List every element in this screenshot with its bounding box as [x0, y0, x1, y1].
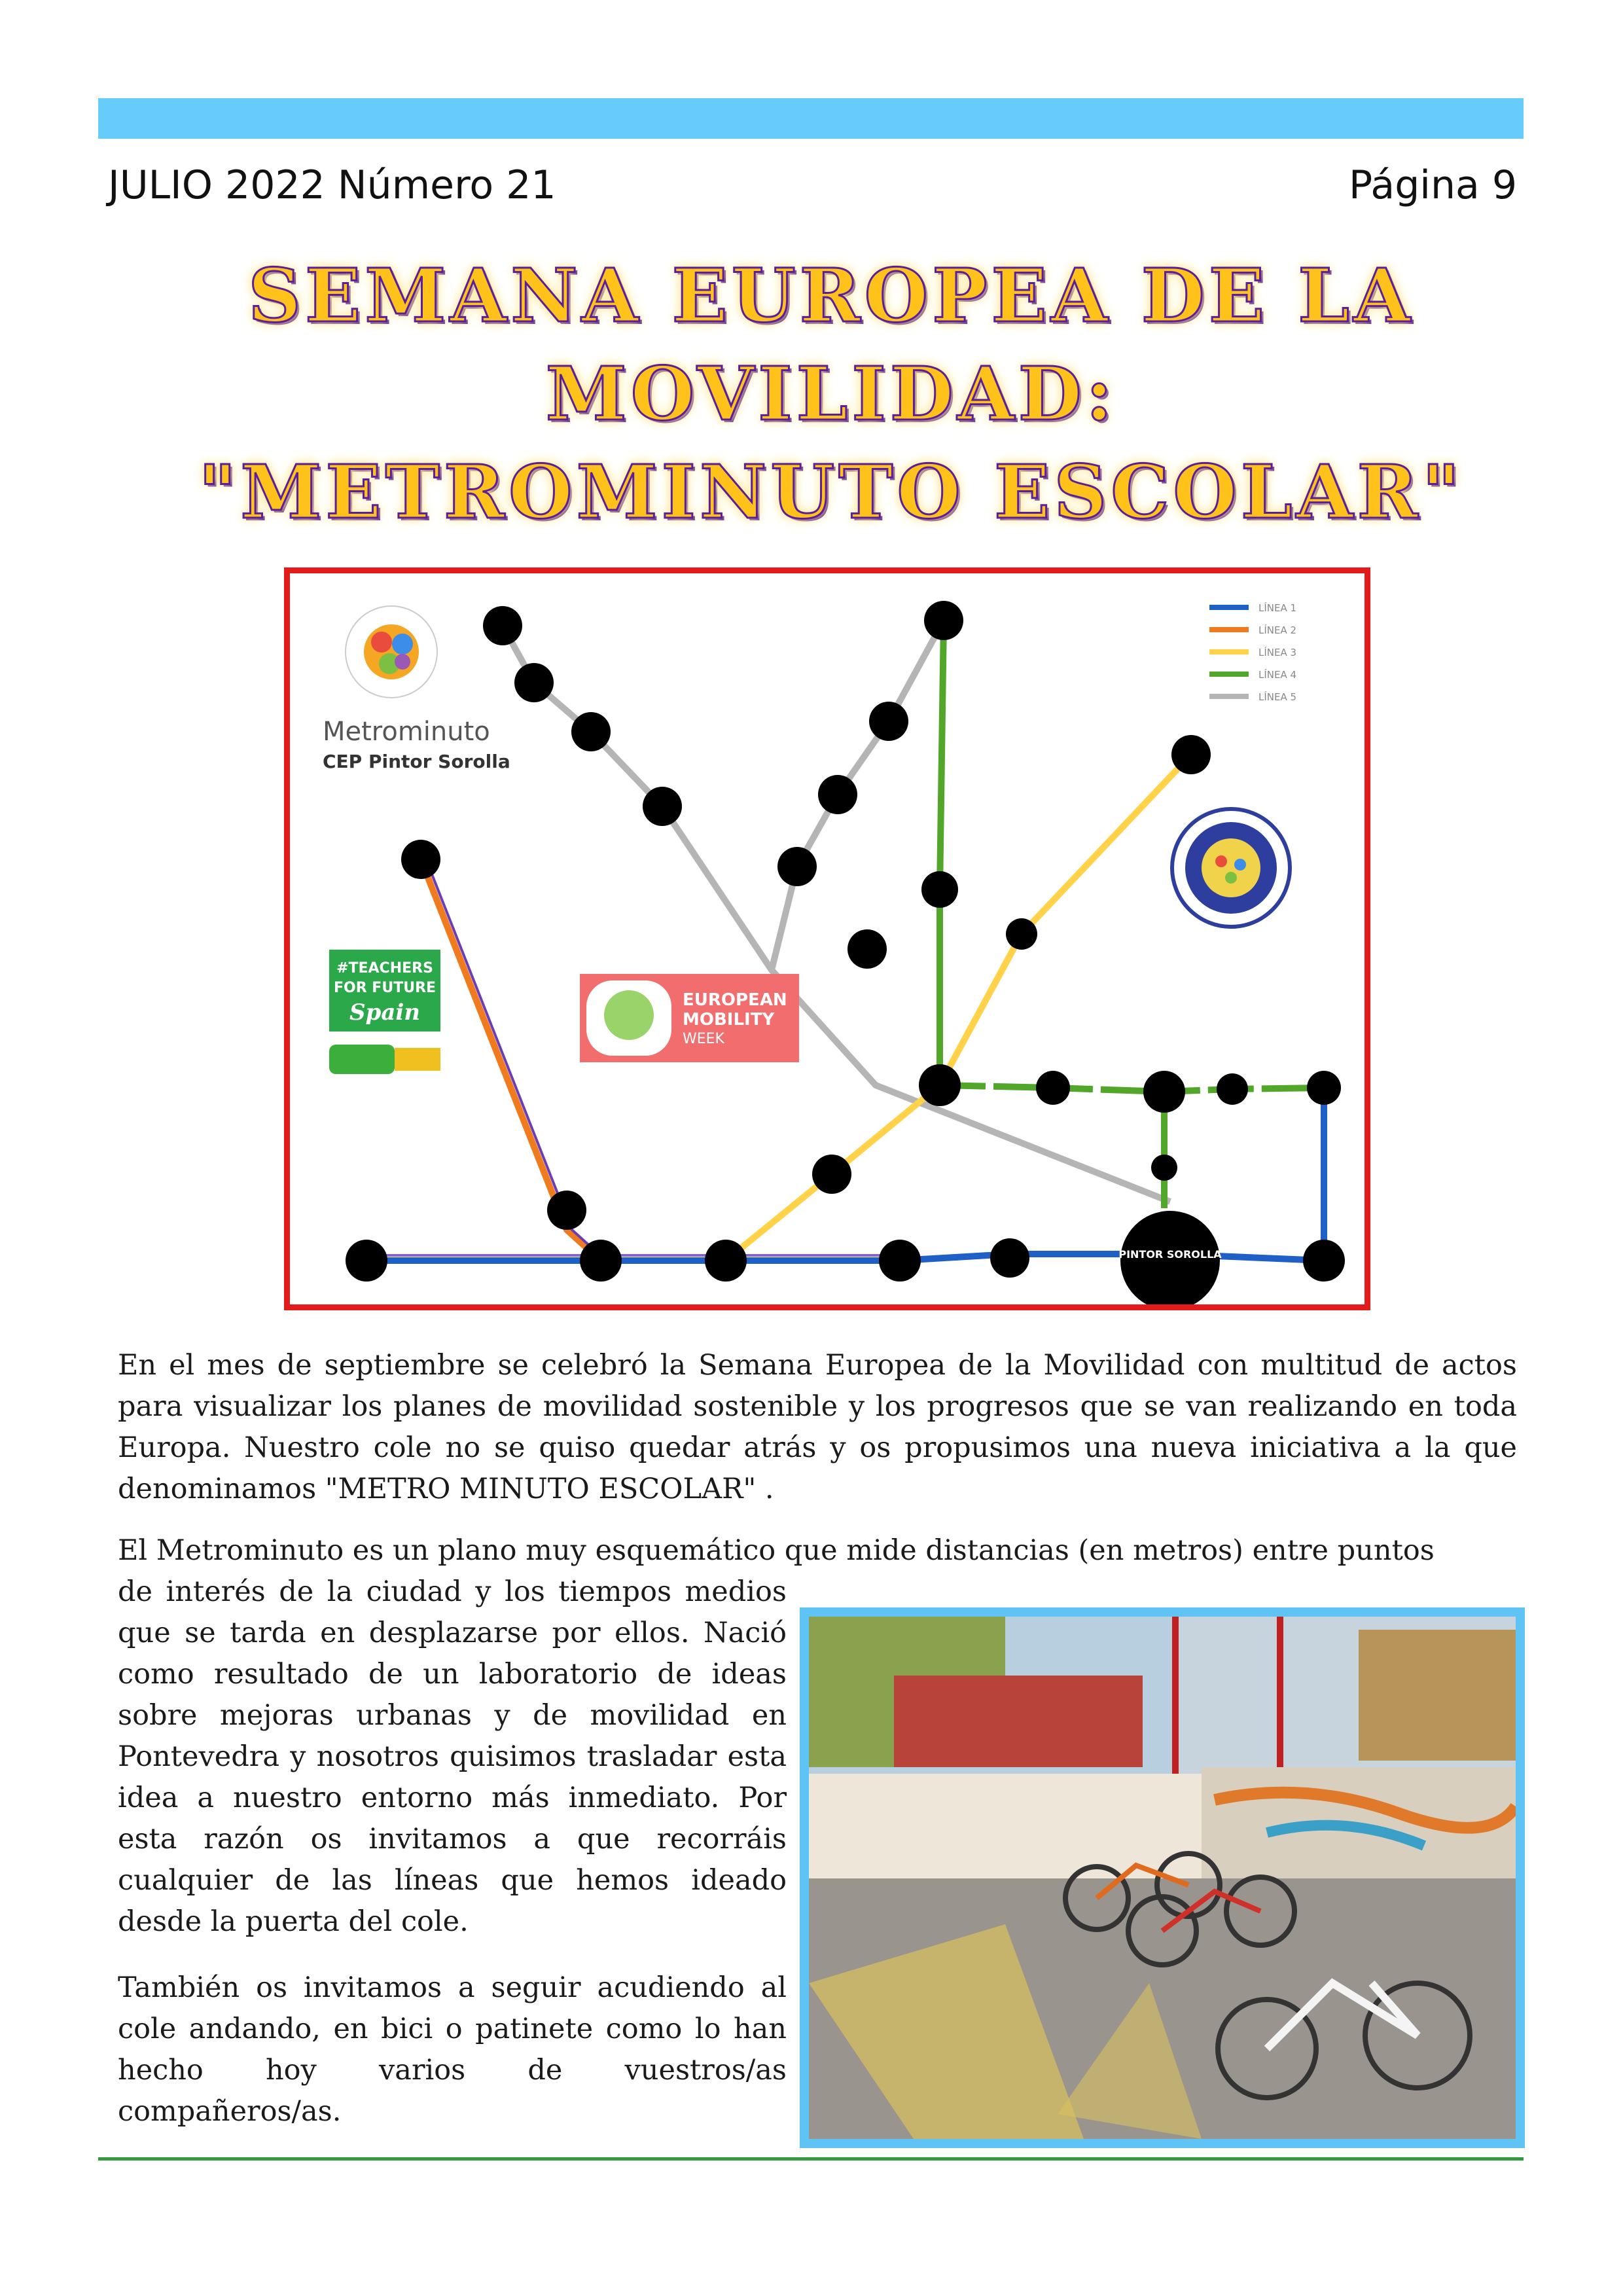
metrominuto-paragraph: de interés de la ciudad y los tiempos medios que se tarda en desplazarse por ellos. Nació como resultado de un laboratorio de ideas sobre mejoras urbanas y de movilidad en Pontevedra y nosotros quisimos trasladar esta idea a nuestro entorno más inmediato. Por esta razón os invitamos a que recorráis cualquier de las líneas que hemos ideado desde la puerta del cole.	[118, 1575, 787, 1938]
stations	[346, 601, 1345, 1282]
line-4-east	[940, 1085, 1324, 1092]
page-number: Página 9	[1348, 162, 1517, 208]
badge-line-1: #TEACHERS	[336, 960, 433, 977]
legend-line-2: LÍNEA 2	[1258, 624, 1297, 636]
badge-line-3: Spain	[349, 999, 420, 1026]
header-bar	[98, 98, 1524, 139]
metro-map-diagram	[290, 573, 1364, 1304]
invitation-paragraph: También os invitamos a seguir acudiendo al cole andando, en bici o patinete como lo han hecho hoy varios de vuestros/as compañeros/as.	[118, 1971, 787, 2128]
footer-rule	[98, 2157, 1524, 2161]
legend-line-1: LÍNEA 1	[1258, 602, 1297, 614]
mobility-line-3: WEEK	[683, 1031, 724, 1047]
title-line-3: "METROMINUTO ESCOLAR"	[198, 450, 1465, 535]
title-line-2: MOVILIDAD:	[545, 351, 1117, 437]
legend-line-3: LÍNEA 3	[1258, 647, 1297, 658]
metrominuto-map	[284, 567, 1370, 1310]
school-badge	[1172, 809, 1290, 927]
article-title	[196, 247, 1466, 542]
legend-line-4: LÍNEA 4	[1258, 669, 1297, 681]
map-brand: Metrominuto	[323, 717, 490, 747]
badge-line-2: FOR FUTURE	[333, 980, 437, 996]
map-school: CEP Pintor Sorolla	[323, 751, 510, 772]
map-legend	[1209, 601, 1296, 703]
bicycle-parking-image	[809, 1617, 1516, 2139]
school-logo	[346, 606, 437, 698]
mobility-line-2: MOBILITY	[683, 1010, 775, 1030]
teachers-for-future-badge	[329, 950, 440, 1074]
title-line-1: SEMANA EUROPEA DE LA	[248, 253, 1414, 339]
metrominuto-paragraph-first-line: El Metrominuto es un plano muy esquemático que mide distancias (en metros) entre puntos	[118, 1534, 1435, 1567]
intro-paragraph: En el mes de septiembre se celebró la Semana Europea de la Movilidad con multitud de actos para visualizar los planes de movilidad sostenible y los progresos que se van realizando en toda Europa. Nuestro cole no se quiso quedar atrás y os propusimos una nueva iniciativa a la que denominamos "METRO MINUTO ESCOLAR" .	[118, 1349, 1517, 1505]
bicycle-parking-photo	[800, 1607, 1525, 2148]
line-5	[503, 626, 1170, 1202]
central-station-label: PINTOR SOROLLA	[1118, 1248, 1222, 1261]
line-4	[940, 620, 944, 1085]
european-mobility-week-logo	[580, 974, 799, 1062]
line-5-branch	[772, 620, 944, 970]
issue-label: JULIO 2022 Número 21	[108, 162, 556, 208]
legend-line-5: LÍNEA 5	[1258, 691, 1297, 703]
mobility-line-1: EUROPEAN	[683, 990, 787, 1010]
